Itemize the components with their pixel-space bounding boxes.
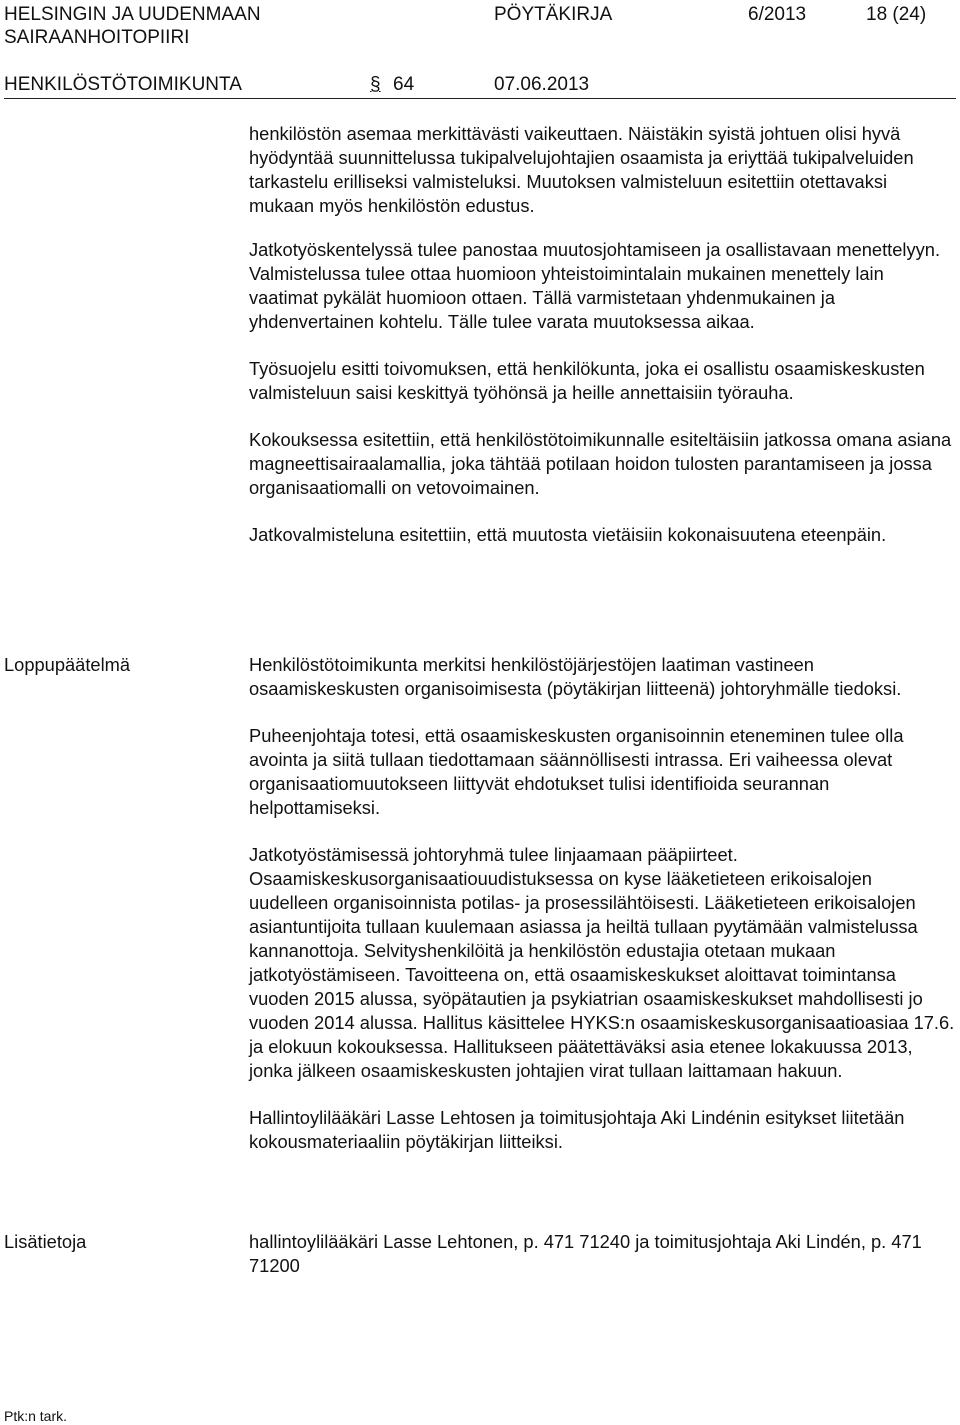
paragraph: Hallintoylilääkäri Lasse Lehtosen ja toimitusjohtaja Aki Lindénin esitykset liitetään kokousmateriaaliin pöytäkirjan liitteiksi. [249,1107,905,1152]
paragraph: Jatkovalmisteluna esitettiin, että muutosta vietäisiin kokonaisuutena eteenpäin. [249,524,887,545]
org-name-line1: HELSINGIN JA UUDENMAAN [4,4,261,25]
section-symbol: § [370,74,381,95]
paragraph: Jatkotyöskentelyssä tulee panostaa muutosjohtamiseen ja osallistavaan menettelyyn. Valmistelussa tulee ottaa huomioon yhteistoimintalain mukainen menettely lain vaatimat pykälät huomioon ottaen. Tällä varmistetaan yhdenmukainen ja yhdenvertainen kohtelu. Tälle tulee varata muutoksessa aikaa. [249,239,941,332]
section-number: 64 [393,74,415,95]
paragraph: Kokouksessa esitettiin, että henkilöstötoimikunnalle esiteltäisiin jatkossa omana asiana magneettisairaalamallia, joka tähtää potilaan hoidon tulosten parantamiseen ja jossa organisaatiomalli on vetovoimainen. [249,429,952,498]
paragraph: Henkilöstötoimikunta merkitsi henkilöstöjärjestöjen laatiman vastineen osaamiskeskusten organisoimisesta (pöytäkirjan liitteenä) johtoryhmälle tiedoksi. [249,654,902,699]
page-number: 18 (24) [866,4,927,25]
paragraph: Jatkotyöstämisessä johtoryhmä tulee linjaamaan pääpiirteet. Osaamiskeskusorganisaatiouudistuksessa on kyse lääketieteen erikoisalojen uudelleen organisoinnista potilas- ja prosessilähtöisesti. Lääketieteen erikoisalojen asiantuntijoita tullaan kuulemaan asiassa ja heiltä tullaan pyytämään valmistelussa kannanottoja. Selvityshenkilöitä ja henkilöstön edustajia otetaan mukaan jatkotyöstämiseen. Tavoitteena on, että osaamiskeskukset aloittavat toimintansa vuoden 2015 alussa, syöpätautien ja psykiatrian osaamiskeskukset mahdollisesti jo vuoden 2014 alussa. Hallitus käsittelee HYKS:n osaamiskeskusorganisaatioasiaa 17.6. ja elokuun kokouksessa. Hallitukseen päätettäväksi asia etenee lokakuussa 2013, jonka jälkeen osaamiskeskusten johtajien virat tullaan laittamaan hakuun. [249,844,955,1081]
document-type: PÖYTÄKIRJA [494,4,613,25]
section-label-conclusion: Loppupäätelmä [4,654,131,675]
paragraph: Työsuojelu esitti toivomuksen, että henkilökunta, joka ei osallistu osaamiskeskusten valmisteluun saisi keskittyä työhönsä ja heille annettaisiin työrauha. [249,358,925,403]
meeting-date: 07.06.2013 [494,74,590,95]
discussion-text [249,122,955,547]
document-number: 6/2013 [748,4,807,25]
paragraph: Puheenjohtaja totesi, että osaamiskeskusten organisoinnin eteneminen tulee olla avointa ja siitä tullaan tiedottamaan säännöllisesti intrassa. Eri vaiheessa olevat organisaatiomuutokseen liittyvät ehdotukset tulisi identifioida seurannan helpottamiseksi. [249,725,904,818]
paragraph: henkilöstön asemaa merkittävästi vaikeuttaen. Näistäkin syistä johtuen olisi hyvä hyödyntää suunnittelussa tukipalvelujohtajien osaamista ja eriyttää tukipalveluiden tarkastelu erilliseksi valmisteluksi. Muutoksen valmisteluun esitettiin otettavaksi mukaan myös henkilöstön edustus. [249,123,914,216]
paragraph: hallintoylilääkäri Lasse Lehtonen, p. 471 71240 ja toimitusjohtaja Aki Lindén, p. 471 71200 [249,1231,922,1276]
section-label-more-info: Lisätietoja [4,1231,87,1252]
committee-name: HENKILÖSTÖTOIMIKUNTA [4,74,242,95]
org-name-line2: SAIRAANHOITOPIIRI [4,27,190,48]
conclusion-text [249,653,955,1154]
more-info-text [249,1230,955,1278]
header-divider [4,98,956,99]
footer-initials-label: Ptk:n tark. [4,1408,68,1424]
